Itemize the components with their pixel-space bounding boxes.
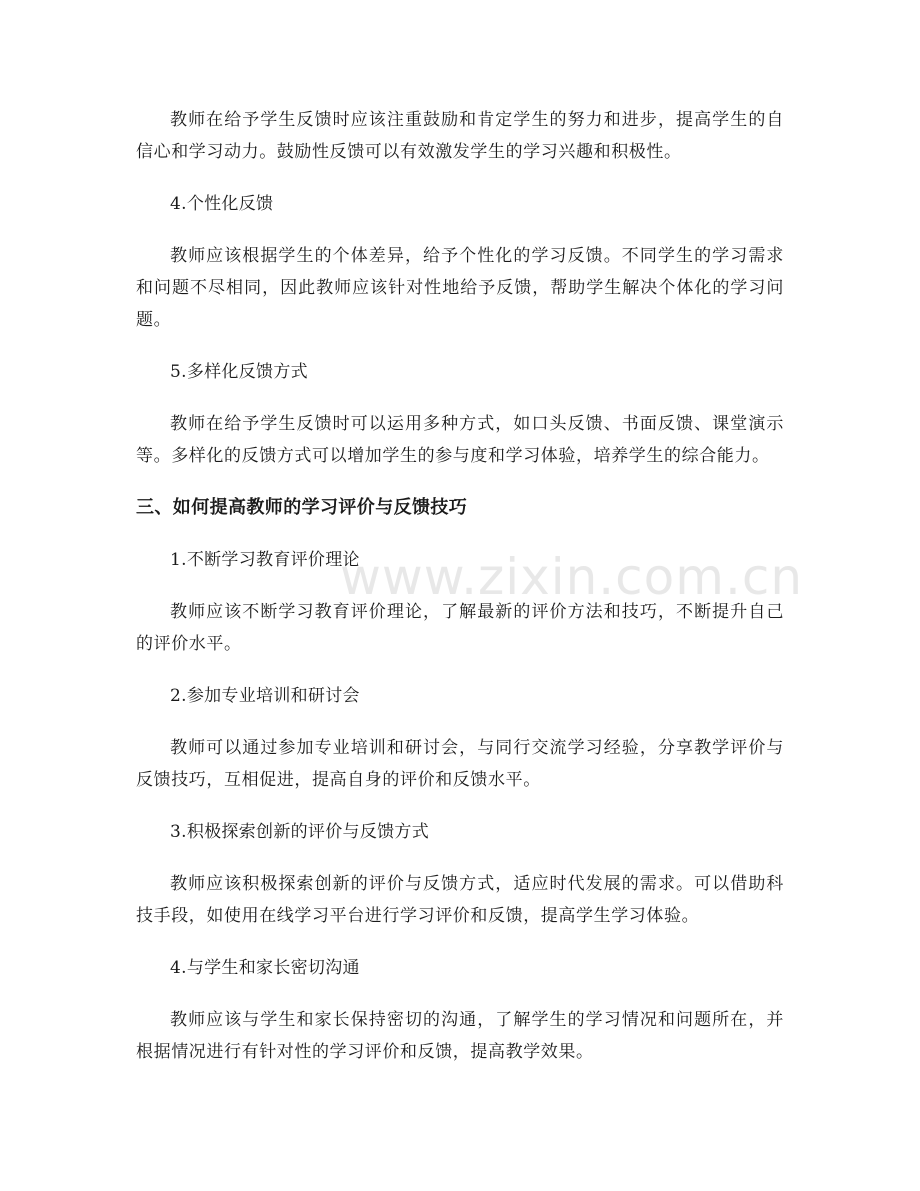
- paragraph-study-evaluation-theory: 教师应该不断学习教育评价理论，了解最新的评价方法和技巧，不断提升自己的评价水平。: [136, 602, 784, 654]
- subheading-explore-innovative-methods: 3.积极探索创新的评价与反馈方式: [170, 822, 430, 842]
- subheading-diverse-feedback-methods: 5.多样化反馈方式: [170, 362, 308, 382]
- paragraph-encouraging-feedback: 教师在给予学生反馈时应该注重鼓励和肯定学生的努力和进步，提高学生的自信心和学习动力。鼓励性反馈可以有效激发学生的学习兴趣和积极性。: [136, 110, 784, 162]
- document-body: [136, 104, 784, 1088]
- paragraph-diverse-feedback-methods: 教师在给予学生反馈时可以运用多种方式，如口头反馈、书面反馈、课堂演示等。多样化的反馈方式可以增加学生的参与度和学习体验，培养学生的综合能力。: [136, 414, 784, 466]
- paragraph-explore-innovative-methods: 教师应该积极探索创新的评价与反馈方式，适应时代发展的需求。可以借助科技手段，如使用在线学习平台进行学习评价和反馈，提高学生学习体验。: [136, 874, 784, 926]
- paragraph-personalized-feedback: 教师应该根据学生的个体差异，给予个性化的学习反馈。不同学生的学习需求和问题不尽相同，因此教师应该针对性地给予反馈，帮助学生解决个体化的学习问题。: [136, 246, 784, 330]
- subheading-personalized-feedback: 4.个性化反馈: [170, 194, 274, 214]
- section-heading-improve-skills: 三、如何提高教师的学习评价与反馈技巧: [136, 497, 468, 518]
- paragraph-professional-training: 教师可以通过参加专业培训和研讨会，与同行交流学习经验，分享教学评价与反馈技巧，互相促进，提高自身的评价和反馈水平。: [136, 738, 784, 790]
- subheading-professional-training: 2.参加专业培训和研讨会: [170, 686, 360, 706]
- subheading-communicate-with-parents: 4.与学生和家长密切沟通: [170, 958, 360, 978]
- subheading-study-evaluation-theory: 1.不断学习教育评价理论: [170, 550, 360, 570]
- paragraph-communicate-with-parents: 教师应该与学生和家长保持密切的沟通，了解学生的学习情况和问题所在，并根据情况进行有针对性的学习评价和反馈，提高教学效果。: [136, 1010, 784, 1062]
- watermark: www.zixin.com.cn: [340, 548, 804, 606]
